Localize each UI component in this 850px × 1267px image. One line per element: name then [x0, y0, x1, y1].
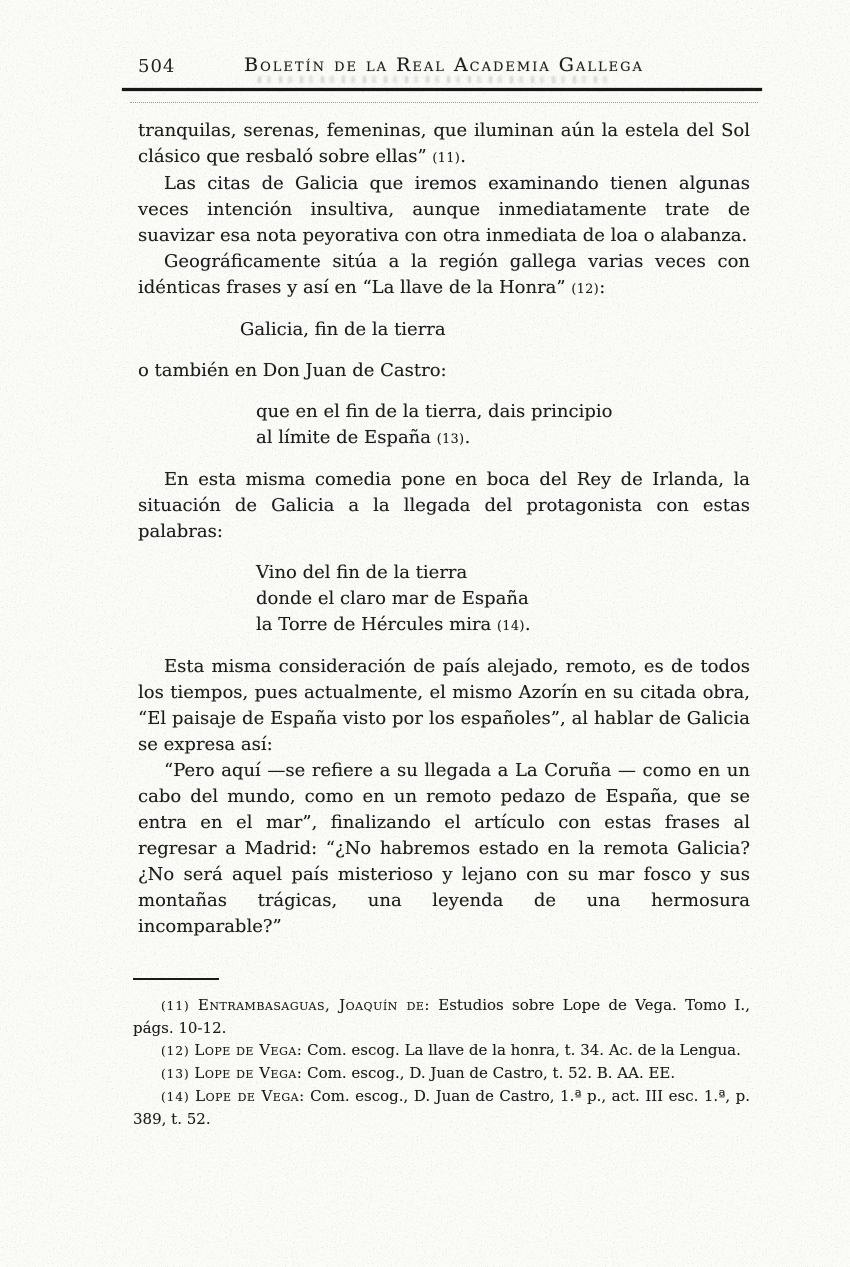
footnote-author: Lope de Vega: [195, 1087, 305, 1105]
verse-line: que en el fin de la tierra, dais principio [256, 401, 613, 422]
verse-quotation [256, 399, 750, 452]
footnote [133, 994, 750, 1039]
paragraph: “Pero aquí —se refiere a su llegada a La Coruña — como en un cabo del mundo, como en un remoto pedazo de España, que se entra en el mar”, finalizando el artículo con estas frases al regresar a Madrid: “¿No habremos estado en la remota Galicia? ¿No será aquel país misterioso y lejano con su mar fosco y sus montañas trágicas, una leyenda de una hermosura incomparable?” [138, 760, 750, 937]
paragraph: Esta misma consideración de país alejado, remoto, es de todos los tiempos, pues actualmente, el mismo Azorín en su citada obra, “El paisaje de España visto por los españoles”, al hablar de Galicia se expresa así: [138, 656, 750, 755]
paragraph: tranquilas, serenas, femeninas, que iluminan aún la estela del Sol clásico que resbaló sobre ellas” (11). [138, 120, 750, 167]
footnotes-section [133, 978, 750, 1130]
footnote [133, 1039, 750, 1062]
footnote-text: Com. escog., D. Juan de Castro, t. 52. B. AA. EE. [307, 1064, 676, 1082]
footnote-text: Estudios sobre Lope de Vega. Tomo I., págs. 10-12. [133, 996, 750, 1037]
page-body [138, 118, 750, 940]
verse-line: Galicia, fin de la tierra [240, 319, 446, 340]
footnote-author: Lope de Vega: [194, 1041, 303, 1059]
paragraph: o también en Don Juan de Castro: [138, 360, 447, 381]
paragraph: En esta misma comedia pone en boca del Rey de Irlanda, la situación de Galicia a la llegada del protagonista con estas palabras: [138, 469, 750, 542]
footnote-marker: (12) [161, 1044, 190, 1058]
footnote-marker: (11) [161, 999, 190, 1013]
footnote-marker: (14) [161, 1090, 190, 1104]
verse-line: al límite de España (13). [256, 427, 471, 448]
journal-title: Boletín de la Real Academia Gallega [244, 54, 644, 76]
verse-line: Vino del fin de la tierra [256, 562, 468, 583]
page-number: 504 [138, 56, 176, 77]
footnote-author: Entrambasaguas, Joaquín de: [197, 996, 430, 1014]
footnote-text: Com. escog. La llave de la honra, t. 34. Ac. de la Lengua. [307, 1041, 741, 1059]
page-header [138, 54, 750, 84]
paragraph: Las citas de Galicia que iremos examinando tienen algunas veces intención insultiva, aunque inmediatamente trate de suavizar esa nota peyorativa con otra inmediata de loa o alabanza. [138, 173, 750, 246]
header-rule-dotted [130, 102, 758, 103]
footnote [133, 1062, 750, 1085]
footnote-author: Lope de Vega: [194, 1064, 303, 1082]
footnote-marker: (13) [161, 1067, 190, 1081]
verse-quotation [240, 317, 750, 343]
footnote [133, 1085, 750, 1130]
verse-line: la Torre de Hércules mira (14). [256, 614, 531, 635]
verse-quotation [256, 560, 750, 639]
footnote-separator-rule [133, 978, 219, 980]
scan-smudge-artifact [258, 76, 610, 83]
footnote-text: Com. escog., D. Juan de Castro, 1.ª p., act. III esc. 1.ª, p. 389, t. 52. [133, 1087, 750, 1128]
verse-line: donde el claro mar de España [256, 588, 529, 609]
header-rule [122, 88, 762, 91]
paragraph: Geográficamente sitúa a la región gallega varias veces con idénticas frases y así en “La llave de la Honra” (12): [138, 251, 750, 298]
